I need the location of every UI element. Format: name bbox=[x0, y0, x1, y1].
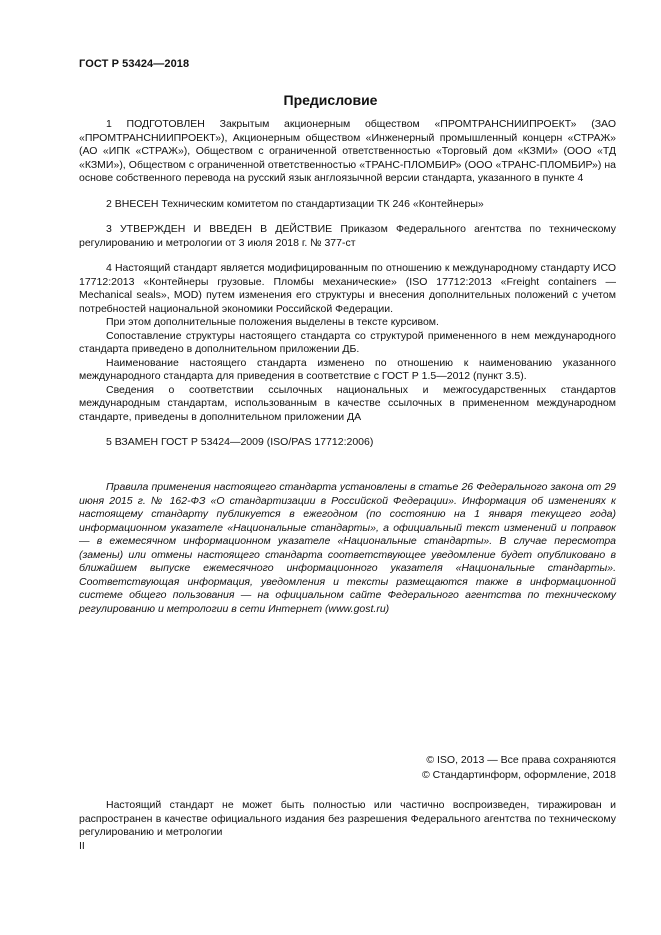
page-title: Предисловие bbox=[283, 92, 378, 108]
application-rules-notice: Правила применения настоящего стандарта установлены в статье 26 Федерального закона от 29 июня 2015 г. № 162-ФЗ «О стандартизации в Российской Федерации». Информация об изменениях к настоящему стандарту публикуется в ежегодном (по состоянию на 1 января текущего года) информационном указателе «Национальные стандарты», а официальный текст изменений и поправок — в ежемесячном информационном указателе «Национальные стандарты». В случае пересмотра (замены) или отмены настоящего стандарта соответствующее уведомление будет опубликовано в ближайшем выпуске ежемесячного информационного указателя «Национальные стандарты». Соответствующая информация, уведомления и тексты размещаются также в информационной системе общего пользования — на официальном сайте Федерального агентства по техническому регулированию и метрологии в сети Интернет (www.gost.ru) bbox=[79, 481, 616, 615]
iso-copyright: © ISO, 2013 — Все права сохраняются bbox=[426, 754, 616, 766]
item-4-modified: 4 Настоящий стандарт является модифицированным по отношению к международному стандарту ИСО 17712:2013 «Контейнеры грузовые. Пломбы механические» (ISO 17712:2013 «Freight containers — Mechanical seals», MOD) путем изменения его структуры и внесения дополнительных положений с учетом потребностей национальной экономики Российской Федерации. bbox=[79, 262, 616, 315]
preface-body bbox=[79, 118, 616, 450]
item-2-submitted: 2 ВНЕСЕН Техническим комитетом по стандартизации ТК 246 «Контейнеры» bbox=[106, 197, 484, 210]
item-4-italic-note: При этом дополнительные положения выделены в тексте курсивом. bbox=[106, 316, 439, 328]
item-4-structure-note: Сопоставление структуры настоящего стандарта со структурой примененного в нем международного стандарта приведено в дополнительном приложении ДБ. bbox=[79, 329, 616, 355]
item-1-prepared: 1 ПОДГОТОВЛЕН Закрытым акционерным обществом «ПРОМТРАНСНИИПРОЕКТ» (ЗАО «ПРОМТРАНСНИИПРОЕКТ»), Акционерным обществом «Инженерный промышленный концерн «СТРАЖ» (АО «ИПК «СТРАЖ»), Обществом с ограниченной ответственностью «Торговый дом «КЗМИ» (ООО «ТД «КЗМИ»), Обществом с ограниченной ответственностью «ТРАНС-ПЛОМБИР» (ООО «ТРАНС-ПЛОМБИР») на основе собственного перевода на русский язык англоязычной версии стандарта, указанного в пункте 4 bbox=[79, 118, 616, 184]
item-4-references-note: Сведения о соответствии ссылочных национальных и межгосударственных стандартов международным стандартам, использованным в качестве ссылочных в примененном международном стандарте, приведены в дополнительном приложении ДА bbox=[79, 383, 616, 423]
standartinform-copyright: © Стандартинформ, оформление, 2018 bbox=[421, 769, 616, 781]
page-number: II bbox=[79, 840, 85, 852]
document-code: ГОСТ Р 53424—2018 bbox=[79, 58, 190, 70]
item-5-replaces: 5 ВЗАМЕН ГОСТ Р 53424—2009 (ISO/PAS 17712:2006) bbox=[106, 436, 374, 448]
item-3-approved: 3 УТВЕРЖДЕН И ВВЕДЕН В ДЕЙСТВИЕ Приказом Федерального агентства по техническому регулированию и метрологии от 3 июля 2018 г. № 377-ст bbox=[79, 223, 616, 249]
reproduction-notice: Настоящий стандарт не может быть полностью или частично воспроизведен, тиражирован и распространен в качестве официального издания без разрешения Федерального агентства по техническому регулированию и метрологии bbox=[79, 799, 616, 838]
item-4-name-note: Наименование настоящего стандарта изменено по отношению к наименованию указанного международного стандарта для приведения в соответствие с ГОСТ Р 1.5—2012 (пункт 3.5). bbox=[79, 356, 616, 382]
